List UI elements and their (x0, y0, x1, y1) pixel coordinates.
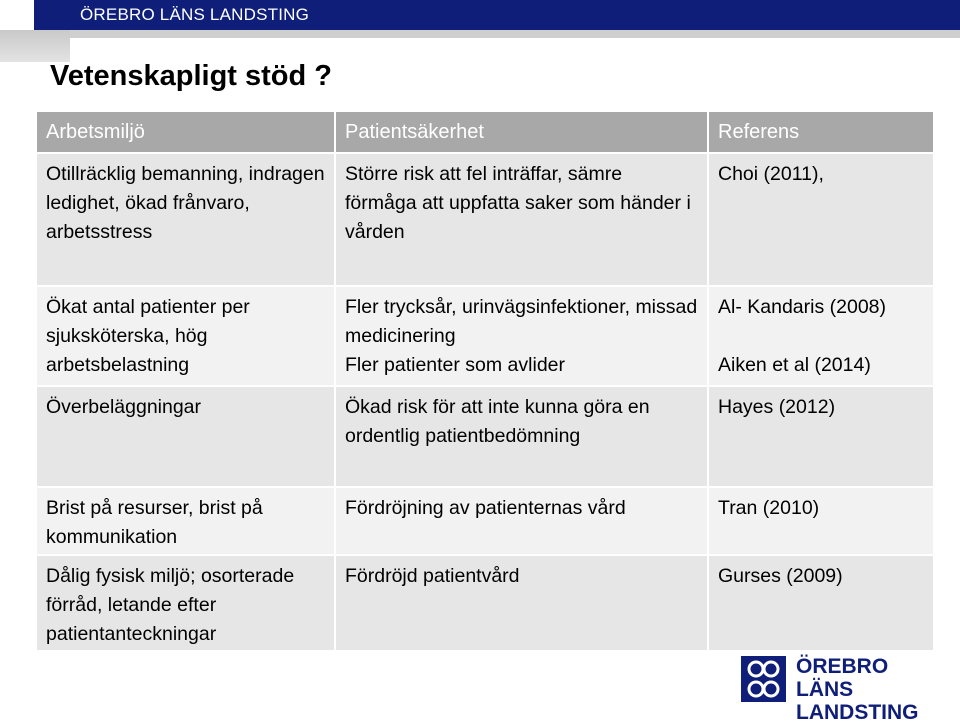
reference-entry: Aiken et al (2014) (718, 354, 871, 376)
reference-entry: Tran (2010) (718, 497, 820, 519)
cell-reference (709, 387, 933, 486)
cell-reference (709, 556, 933, 650)
cell-patient-safety (336, 287, 707, 385)
cell-work-environment: Ökat antal patienter per sjuksköterska, hög arbetsbelastning (37, 287, 334, 385)
table-row (37, 154, 933, 285)
reference-entry: Choi (2011), (718, 163, 824, 185)
cell-reference (709, 488, 933, 554)
reference-entry: Gurses (2009) (718, 565, 843, 587)
logo-line-2: LANDSTING (796, 701, 919, 724)
patient-safety-line: Fler trycksår, urinvägsinfektioner, missad medicinering (345, 296, 698, 347)
landsting-logo (741, 653, 941, 724)
cell-reference (709, 287, 933, 385)
cell-work-environment: Dålig fysisk miljö; osorterade förråd, letande efter patientanteckningar (37, 556, 334, 650)
cell-work-environment: Otillräcklig bemanning, indragen ledighet, ökad frånvaro, arbetsstress (37, 154, 334, 285)
logo-symbol-icon (741, 656, 786, 702)
header-accent-tab (0, 30, 70, 62)
slide-title: Vetenskapligt stöd ? (50, 60, 332, 92)
table-header-row (37, 112, 933, 152)
column-header-reference: Referens (709, 112, 933, 152)
organization-name: ÖREBRO LÄNS LANDSTING (80, 5, 310, 24)
table-row (37, 556, 933, 650)
cell-work-environment: Överbeläggningar (37, 387, 334, 486)
table-row (37, 488, 933, 554)
table-row (37, 287, 933, 385)
cell-patient-safety: Större risk att fel inträffar, sämre förmåga att uppfatta saker som händer i vården (336, 154, 707, 285)
reference-entry: Hayes (2012) (718, 396, 836, 418)
cell-reference (709, 154, 933, 285)
column-header-patient-safety: Patientsäkerhet (336, 112, 707, 152)
cell-patient-safety: Fördröjning av patienternas vård (336, 488, 707, 554)
logo-wordmark (796, 655, 941, 724)
cell-patient-safety: Fördröjd patientvård (336, 556, 707, 650)
header-bar (34, 0, 960, 30)
patient-safety-line: Fler patienter som avlider (345, 354, 566, 376)
cell-work-environment: Brist på resurser, brist på kommunikation (37, 488, 334, 554)
logo-line-1: ÖREBRO LÄNS (796, 655, 889, 701)
column-header-work-environment: Arbetsmiljö (37, 112, 334, 152)
header-divider (0, 30, 960, 38)
evidence-table (35, 110, 935, 652)
reference-entry: Al- Kandaris (2008) (718, 296, 886, 318)
table-row (37, 387, 933, 486)
cell-patient-safety: Ökad risk för att inte kunna göra en ordentlig patientbedömning (336, 387, 707, 486)
